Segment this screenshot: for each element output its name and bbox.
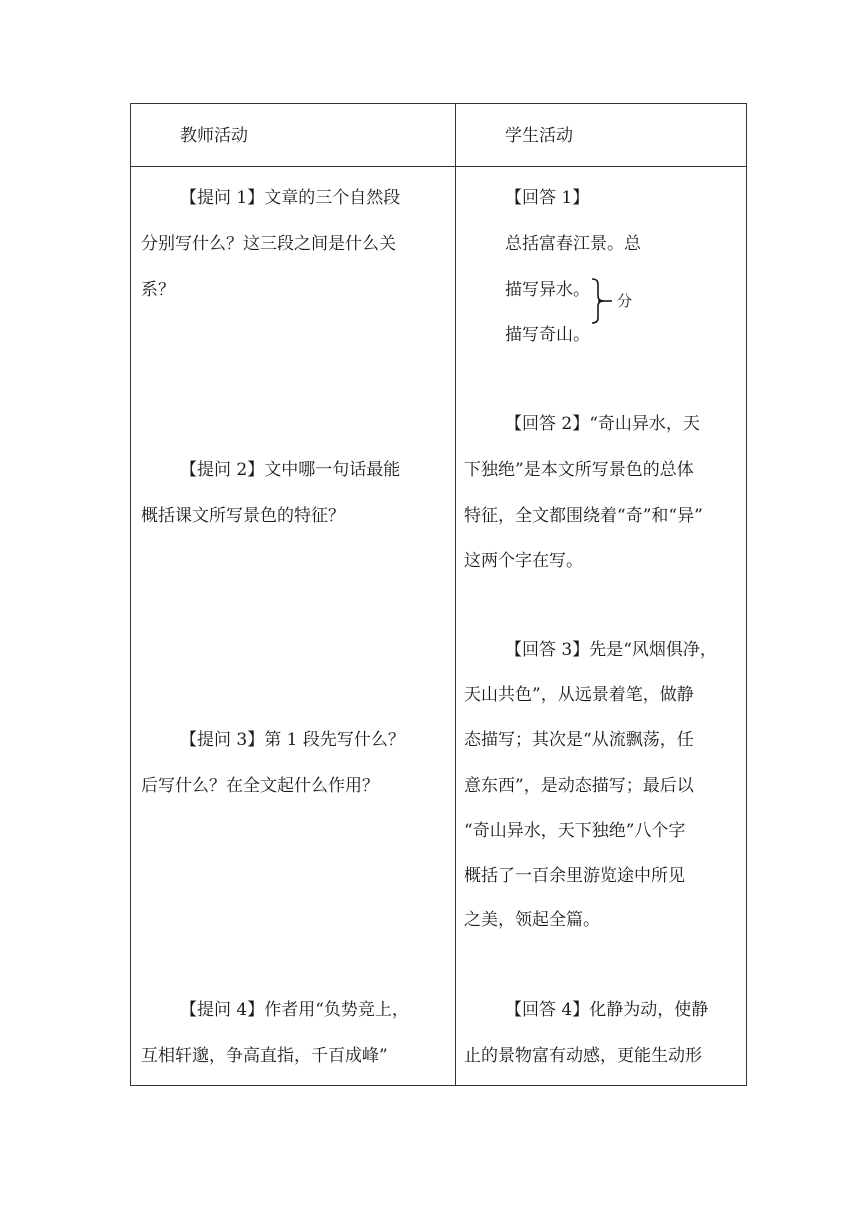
answer1-line1: 总括富春江景。总: [505, 234, 641, 254]
question3-line2: 后写什么？在全文起什么作用？: [141, 776, 379, 796]
answer3-line1: 【回答 3】先是“风烟俱净，: [505, 640, 717, 660]
answer2-line4: 这两个字在写。: [464, 551, 583, 571]
question2-line1: 【提问 2】文中哪一句话最能: [180, 460, 401, 480]
answer3-line3: 态描写；其次是“从流飘荡，任: [464, 730, 694, 750]
answer3-line6: 概括了一百余里游览途中所见: [464, 866, 685, 886]
column-divider: [455, 104, 456, 1085]
question4-line1: 【提问 4】作者用“负势竞上，: [180, 1000, 409, 1020]
answer2-line1: 【回答 2】“奇山异水，天: [505, 414, 700, 434]
answer1-label: 【回答 1】: [505, 188, 590, 208]
answer3-line5: “奇山异水，天下独绝”八个字: [464, 821, 686, 841]
answer3-line2: 天山共色”，从远景着笔，做静: [464, 685, 694, 705]
answer3-line7: 之美，领起全篇。: [464, 910, 600, 930]
answer4-line2: 止的景物富有动感，更能生动形: [464, 1046, 702, 1066]
answer1-line3: 描写奇山。: [505, 325, 590, 345]
brace-icon: [590, 278, 620, 324]
header-teacher-activity: 教师活动: [180, 126, 248, 146]
question4-line2: 互相轩邈，争高直指，千百成峰”: [141, 1046, 388, 1066]
answer1-brace-label: 分: [617, 292, 633, 310]
question1-line2: 分别写什么？这三段之间是什么关: [141, 234, 396, 254]
answer2-line2: 下独绝”是本文所写景色的总体: [464, 460, 694, 480]
answer3-line4: 意东西”，是动态描写；最后以: [464, 776, 694, 796]
answer4-line1: 【回答 4】化静为动，使静: [505, 1000, 709, 1020]
question3-line1: 【提问 3】第 1 段先写什么？: [180, 730, 405, 750]
question2-line2: 概括课文所写景色的特征？: [141, 506, 345, 526]
header-divider: [131, 166, 746, 167]
question1-line3: 系？: [141, 280, 175, 300]
answer2-line3: 特征，全文都围绕着“奇”和“异”: [464, 506, 703, 526]
header-student-activity: 学生活动: [505, 126, 573, 146]
question1-line1: 【提问 1】文章的三个自然段: [180, 188, 401, 208]
answer1-line2: 描写异水。: [505, 280, 590, 300]
